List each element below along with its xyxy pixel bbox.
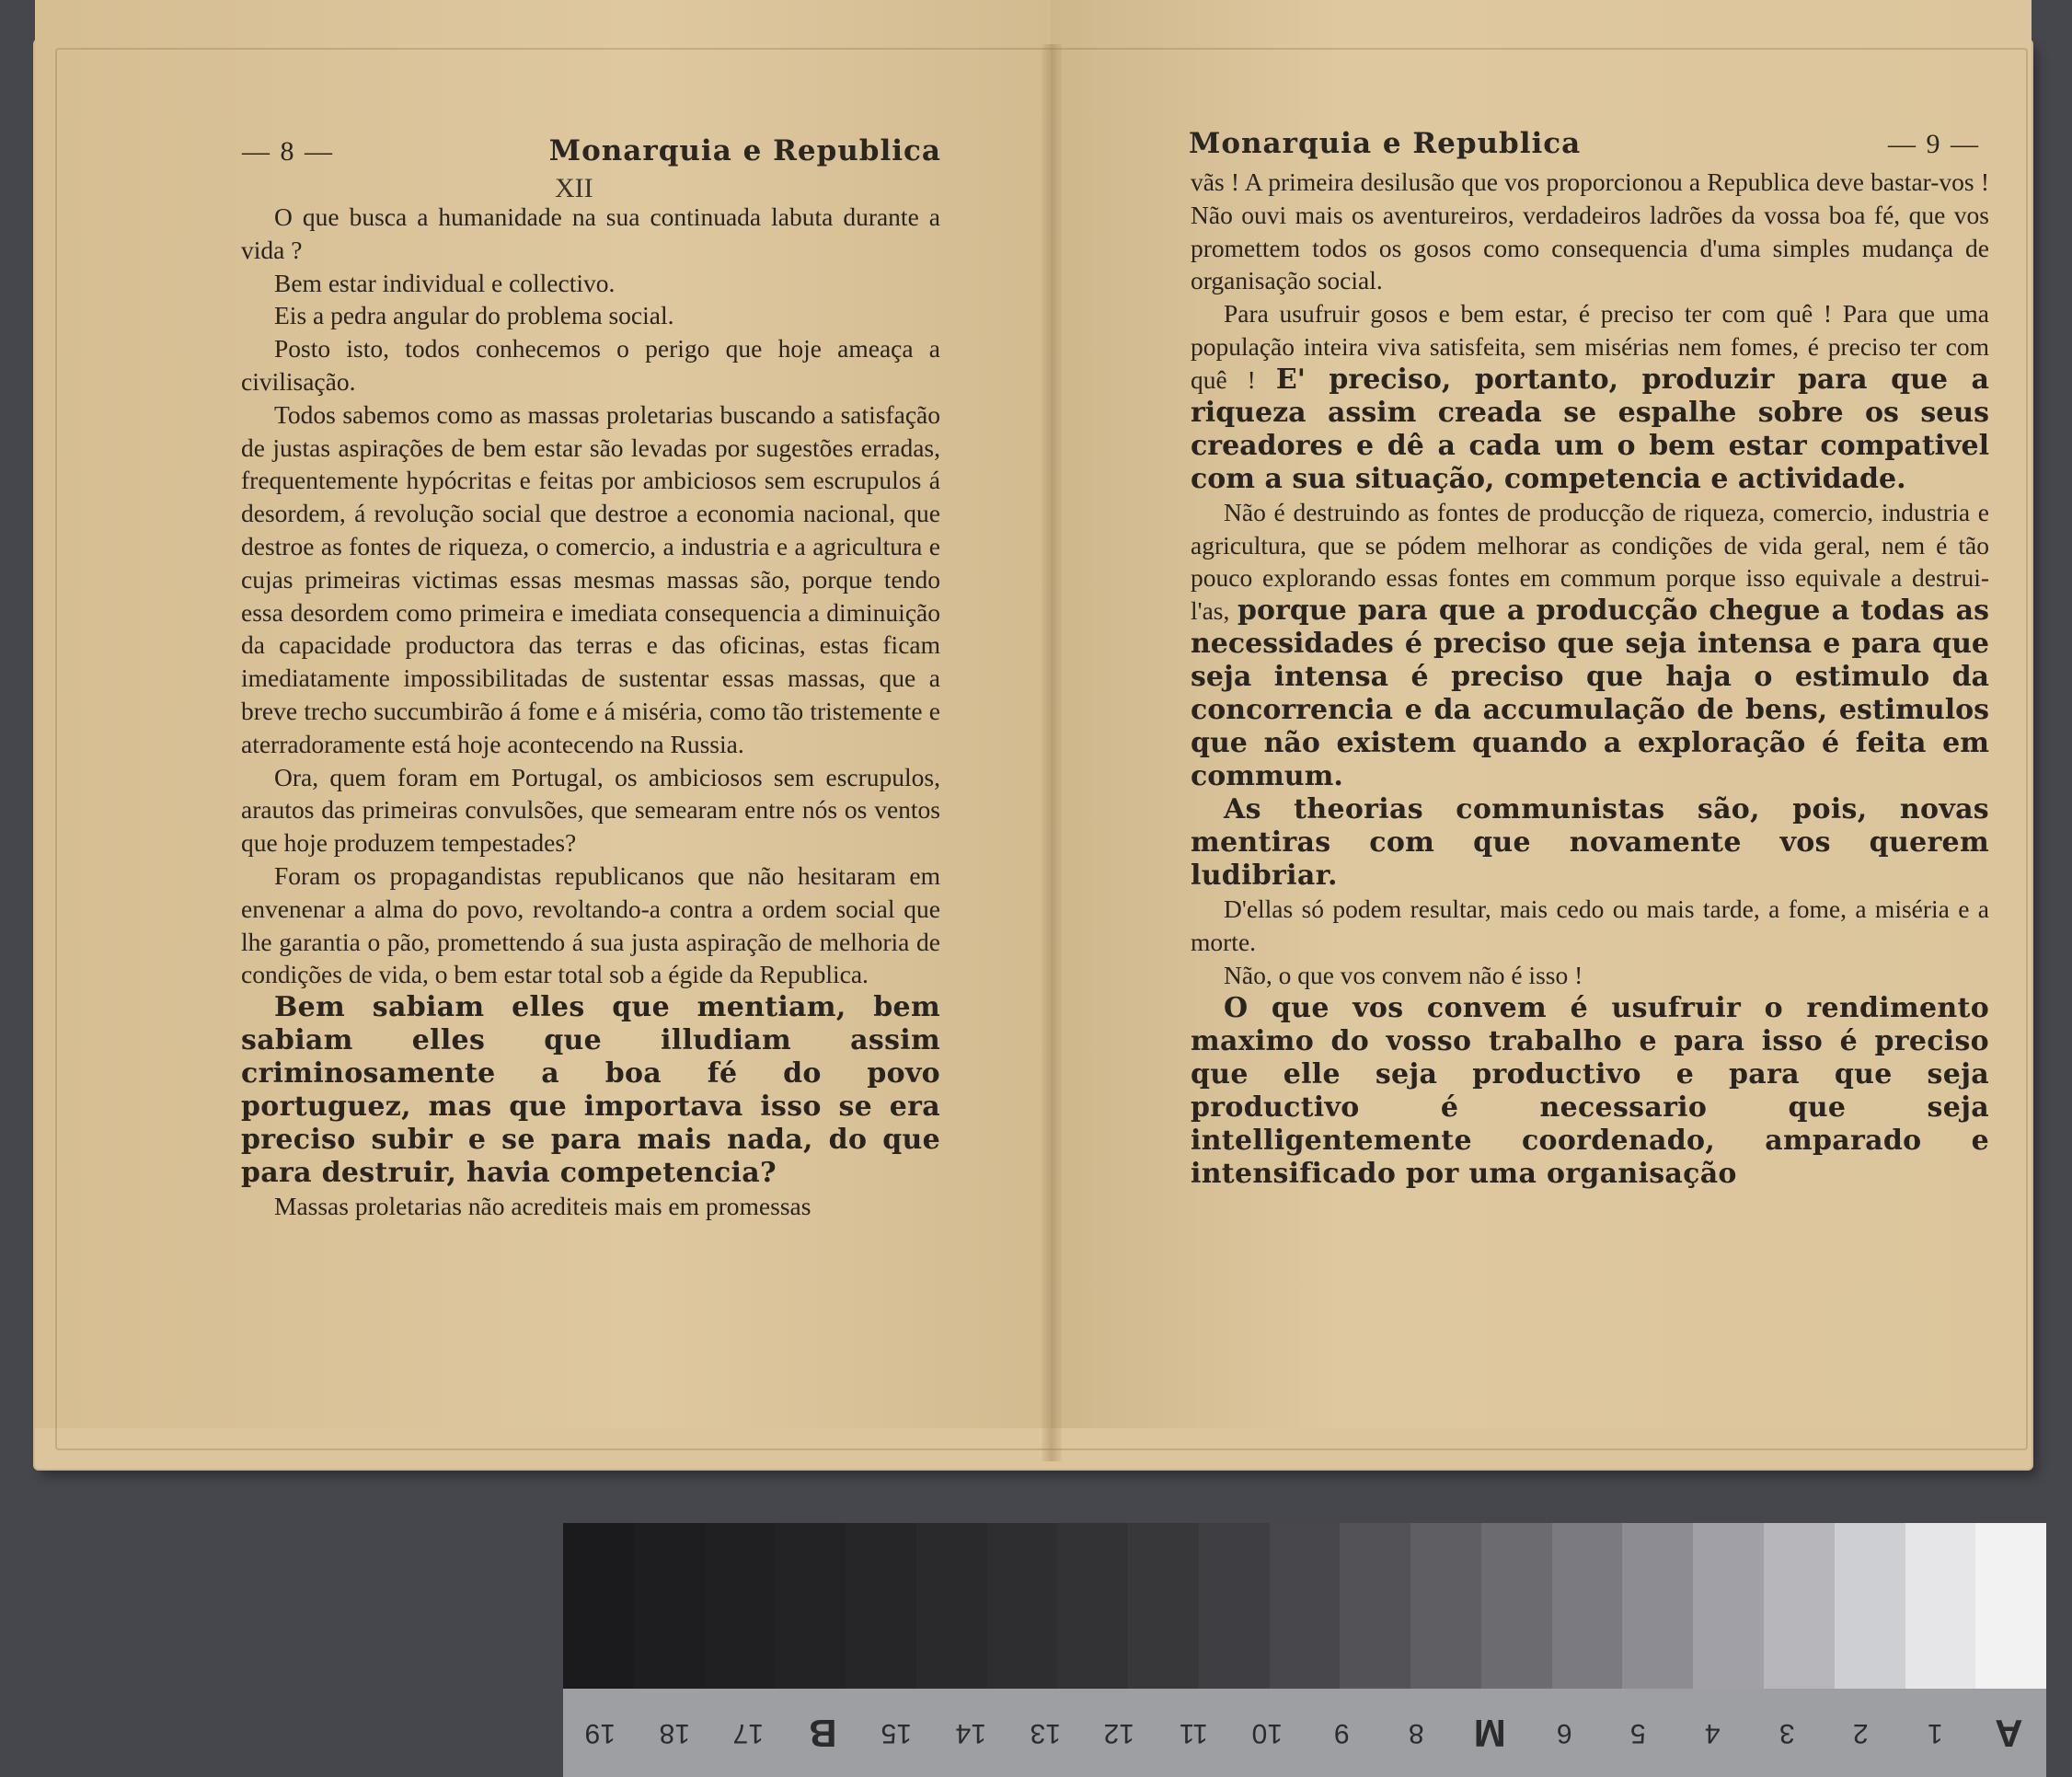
scale-labels xyxy=(563,1689,2046,1777)
emphasis-paragraph: O que vos convem é usufruir o rendimento maximo do vosso trabalho e para isso é preciso que elle seja productivo e para que seja productivo é necessario que seja intelligentemente coordenado, amparado e intensificado por uma organisação xyxy=(1191,991,1989,1190)
emphasis-paragraph: As theorias communistas são, pois, novas mentiras com que novamente vos querem ludibriar. xyxy=(1191,793,1989,893)
paragraph: Ora, quem foram em Portugal, os ambiciosos sem escrupulos, arautos das primeiras convulsões, que semearam entre nós os ventos que hoje produzem tempestades? xyxy=(241,762,940,858)
paragraph: Massas proletarias não acrediteis mais em promessas xyxy=(274,1192,812,1221)
gray-swatch xyxy=(1764,1523,1835,1689)
gray-swatch xyxy=(563,1523,634,1689)
paragraph: Todos sabemos como as massas proletarias buscando a satisfação de justas aspirações de bem estar são levadas por sugestões erradas, frequentemente hypócritas e feitas por ambiciosos sem escrupulos á desordem, á revolução social que destroe a economia nacional, que destroe as fontes de riqueza, o comercio, a industria e a agricultura e cujas primeiras victimas essas mesmas massas são, porque tendo essa desordem como primeira e imediata consequencia a diminuição da capacidade productora das terras e das oficinas, estas ficam imediatamente impossibilitadas de sustentar essas massas, que a breve trecho succumbirão á fome e á miséria, como tão tristemente e aterradoramente está hoje acontecendo na Russia. xyxy=(241,399,940,758)
gray-swatch xyxy=(775,1523,846,1689)
scale-label: A xyxy=(1995,1712,2023,1755)
left-text-block xyxy=(241,201,940,1223)
scale-label: 17 xyxy=(732,1718,765,1748)
scale-label: 1 xyxy=(1927,1718,1943,1748)
scale-label: 3 xyxy=(1778,1718,1795,1748)
left-running-title: Monarquia e Republica xyxy=(548,134,941,167)
gray-swatch xyxy=(1481,1523,1552,1689)
paragraph xyxy=(1191,496,1989,793)
paragraph-emphasis-part: porque para que a producção chegue a todas as necessidades é preciso que seja intensa e para que seja intensa é preciso que haja o estimulo da concorrencia e da accumulação de bens, estimulos que não existem quando a exploração é feita em commum. xyxy=(1191,594,1990,793)
emphasis-paragraph: Bem sabiam elles que mentiam, bem sabiam elles que illudiam assim criminosamente a boa fé do povo portuguez, mas que importava isso se era preciso subir e se para mais nada, do que para destruir, havia competencia? xyxy=(241,991,940,1190)
paragraph: Posto isto, todos conhecemos o perigo que hoje ameaça a civilisação. xyxy=(241,334,940,396)
paragraph xyxy=(1191,297,1989,496)
paragraph: D'ellas só podem resultar, mais cedo ou mais tarde, a fome, a miséria e a morte. xyxy=(1191,894,1989,956)
paragraph: Não, o que vos convem não é isso ! xyxy=(1224,960,1583,989)
scale-label: 13 xyxy=(1030,1718,1061,1748)
right-page xyxy=(1051,0,2032,1428)
scale-label: 15 xyxy=(881,1718,913,1748)
color-calibration-target xyxy=(563,1523,2046,1777)
gray-swatch xyxy=(1975,1523,2046,1689)
scale-label: 4 xyxy=(1704,1718,1721,1748)
scale-label: B xyxy=(808,1712,837,1755)
scale-label: 8 xyxy=(1408,1718,1424,1748)
right-text-block xyxy=(1191,166,1989,1191)
gray-swatch xyxy=(846,1523,916,1689)
scale-label: M xyxy=(1473,1712,1506,1755)
scale-label: 18 xyxy=(659,1718,690,1748)
paragraph: vãs ! A primeira desilusão que vos proporcionou a Republica deve bastar-vos ! Não ouvi mais os aventureiros, verdadeiros ladrões da vossa boa fé, que vos promettem todos os gosos como consequencia d'uma simples mudança de organisação social. xyxy=(1191,167,1989,295)
gray-swatch xyxy=(1410,1523,1481,1689)
scale-label: 6 xyxy=(1556,1718,1572,1748)
scale-label: 11 xyxy=(1179,1718,1208,1748)
scale-label: 10 xyxy=(1251,1718,1283,1748)
scale-label: 12 xyxy=(1103,1718,1135,1748)
paragraph-small-part: Para usufruir gosos e bem estar, é preciso ter com quê ! Para que uma população inteira viva satisfeita, sem misérias nem fomes, é preciso ter com quê ! xyxy=(1191,299,1989,394)
right-page-number: — 9 — xyxy=(1888,129,1980,159)
book-gutter xyxy=(1042,44,1062,1461)
gray-swatch xyxy=(705,1523,776,1689)
gray-swatch xyxy=(1340,1523,1410,1689)
gray-swatch xyxy=(634,1523,705,1689)
gray-swatch xyxy=(1835,1523,1905,1689)
paragraph: Bem estar individual e collectivo. xyxy=(274,268,616,297)
gray-swatch xyxy=(1199,1523,1270,1689)
paragraph-small-part: Não é destruindo as fontes de producção de riqueza, comercio, industria e agricultura, que se pódem melhorar as condições de vida geral, nem é tão pouco explorando essas fontes em commum porque isso equivale a destrui-l'as, xyxy=(1191,497,1989,626)
paragraph: Foram os propagandistas republicanos que não hesitaram em envenenar a alma do povo, revoltando-a contra a ordem social que lhe garantia o pão, promettendo á sua justa aspiração de melhoria de condições de vida, o bem estar total sob a égide da Republica. xyxy=(241,860,940,989)
right-running-title: Monarquia e Republica xyxy=(1189,127,1582,160)
scale-label: 14 xyxy=(955,1718,986,1748)
gray-swatch xyxy=(1057,1523,1128,1689)
scale-label: 5 xyxy=(1630,1718,1646,1748)
gray-swatch xyxy=(1128,1523,1199,1689)
gray-swatch xyxy=(987,1523,1058,1689)
section-number: XII xyxy=(555,173,593,203)
paragraph: O que busca a humanidade na sua continuada labuta durante a vida ? xyxy=(241,202,940,264)
right-page-header xyxy=(1189,127,1980,160)
left-page-number: — 8 — xyxy=(242,136,334,167)
gray-swatch xyxy=(1270,1523,1341,1689)
gray-swatch xyxy=(1622,1523,1693,1689)
gray-swatch xyxy=(1905,1523,1976,1689)
paragraph: Eis a pedra angular do problema social. xyxy=(274,301,674,330)
grayscale-swatches xyxy=(563,1523,2046,1689)
gray-swatch xyxy=(1552,1523,1623,1689)
left-page-header xyxy=(242,134,941,167)
scale-label: 19 xyxy=(584,1718,616,1748)
left-page xyxy=(35,0,1051,1428)
gray-swatch xyxy=(916,1523,987,1689)
scale-label: 2 xyxy=(1853,1718,1869,1748)
gray-swatch xyxy=(1693,1523,1764,1689)
scale-label: 9 xyxy=(1333,1718,1350,1748)
paragraph-emphasis-part: E' preciso, portanto, produzir para que a riqueza assim creada se espalhe sobre os seus creadores e dê a cada um o bem estar compativel com a sua situação, competencia e actividade. xyxy=(1191,363,1989,495)
